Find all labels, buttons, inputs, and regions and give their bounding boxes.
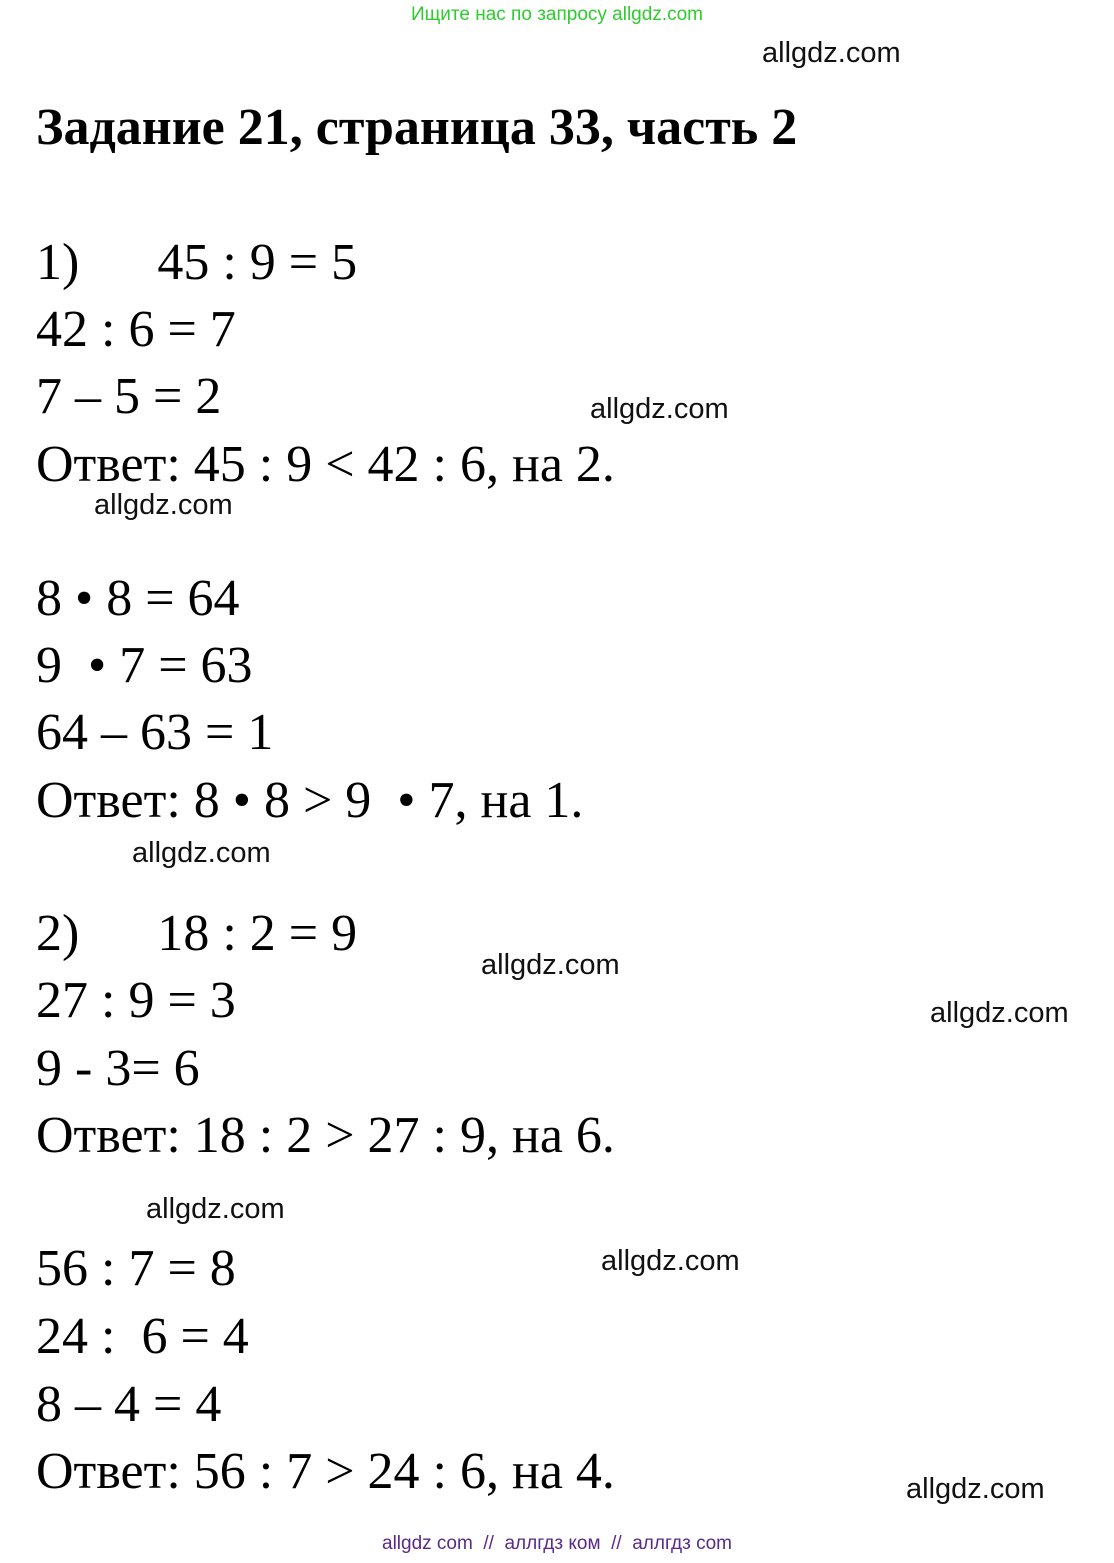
watermark: allgdz.com xyxy=(601,1245,740,1277)
watermark: allgdz.com xyxy=(132,837,271,869)
watermark: allgdz.com xyxy=(94,489,233,521)
solution-line: 7 – 5 = 2 xyxy=(36,368,222,425)
solution-line: 2) 18 : 2 = 9 xyxy=(36,905,358,962)
watermark: allgdz.com xyxy=(481,949,620,981)
watermark: allgdz.com xyxy=(762,37,901,69)
solution-line: 1) 45 : 9 = 5 xyxy=(36,234,358,291)
footer-links[interactable]: allgdz com // аллгдз ком // аллгдз com xyxy=(382,1533,732,1554)
page-title: Задание 21, страница 33, часть 2 xyxy=(36,99,798,156)
solution-line: 56 : 7 = 8 xyxy=(36,1240,236,1297)
solution-line: 8 – 4 = 4 xyxy=(36,1376,222,1433)
answer-line: Ответ: 8 • 8 > 9 • 7, на 1. xyxy=(36,772,584,829)
solution-line: 42 : 6 = 7 xyxy=(36,301,236,358)
solution-line: 27 : 9 = 3 xyxy=(36,972,236,1029)
solution-line: 8 • 8 = 64 xyxy=(36,570,240,627)
answer-line: Ответ: 18 : 2 > 27 : 9, на 6. xyxy=(36,1107,615,1164)
solution-line: 64 – 63 = 1 xyxy=(36,704,274,761)
top-banner: Ищите нас по запросу allgdz.com xyxy=(410,4,703,25)
solution-line: 9 • 7 = 63 xyxy=(36,637,253,694)
watermark: allgdz.com xyxy=(930,997,1069,1029)
solution-line: 9 - 3= 6 xyxy=(36,1040,200,1097)
watermark: allgdz.com xyxy=(590,393,729,425)
solution-line: 24 : 6 = 4 xyxy=(36,1308,249,1365)
watermark: allgdz.com xyxy=(146,1193,285,1225)
answer-line: Ответ: 56 : 7 > 24 : 6, на 4. xyxy=(36,1443,615,1500)
watermark: allgdz.com xyxy=(906,1473,1045,1505)
answer-line: Ответ: 45 : 9 < 42 : 6, на 2. xyxy=(36,436,615,493)
